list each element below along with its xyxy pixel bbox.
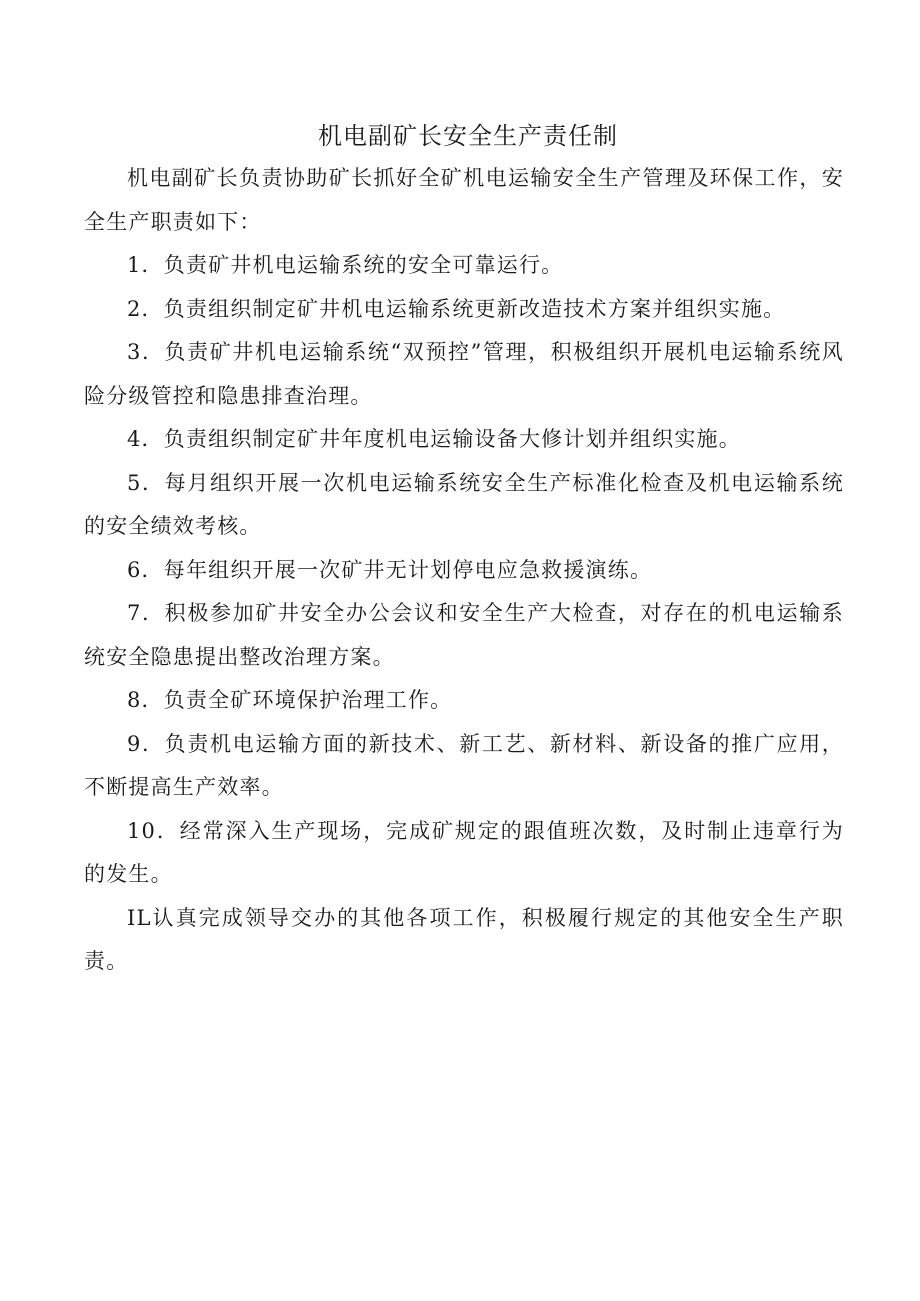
duty-item-5: 5．每月组织开展一次机电运输系统安全生产标准化检查及机电运输系统的安全绩效考核。 [84, 470, 844, 538]
duty-item-4: 4．负责组织制定矿井年度机电运输设备大修计划并组织实施。 [127, 427, 741, 451]
duty-item-10: 10．经常深入生产现场，完成矿规定的跟值班次数，及时制止违章行为的发生。 [84, 818, 844, 886]
duty-item-11: IL认真完成领导交办的其他各项工作，积极履行规定的其他安全生产职责。 [84, 905, 844, 973]
duty-item-2: 2．负责组织制定矿井机电运输系统更新改造技术方案并组织实施。 [127, 296, 786, 321]
intro-paragraph: 机电副矿长负责协助矿长抓好全矿机电运输安全生产管理及环保工作，安全生产职责如下： [84, 166, 844, 234]
duty-item-9: 9．负责机电运输方面的新技术、新工艺、新材料、新设备的推广应用，不断提高生产效率。 [84, 731, 844, 799]
duty-item-7: 7．积极参加矿井安全办公会议和安全生产大检查，对存在的机电运输系统安全隐患提出整改治理方案。 [84, 601, 844, 669]
duty-item-3: 3．负责矿井机电运输系统“双预控”管理，积极组织开展机电运输系统风险分级管控和隐患排查治理。 [84, 340, 844, 408]
duty-item-6: 6．每年组织开展一次矿井无计划停电应急救援演练。 [127, 557, 653, 582]
document-title: 机电副矿长安全生产责任制 [318, 122, 618, 150]
duty-item-8: 8．负责全矿环境保护治理工作。 [127, 688, 453, 712]
duty-item-1: 1．负责矿井机电运输系统的安全可靠运行。 [127, 253, 564, 277]
